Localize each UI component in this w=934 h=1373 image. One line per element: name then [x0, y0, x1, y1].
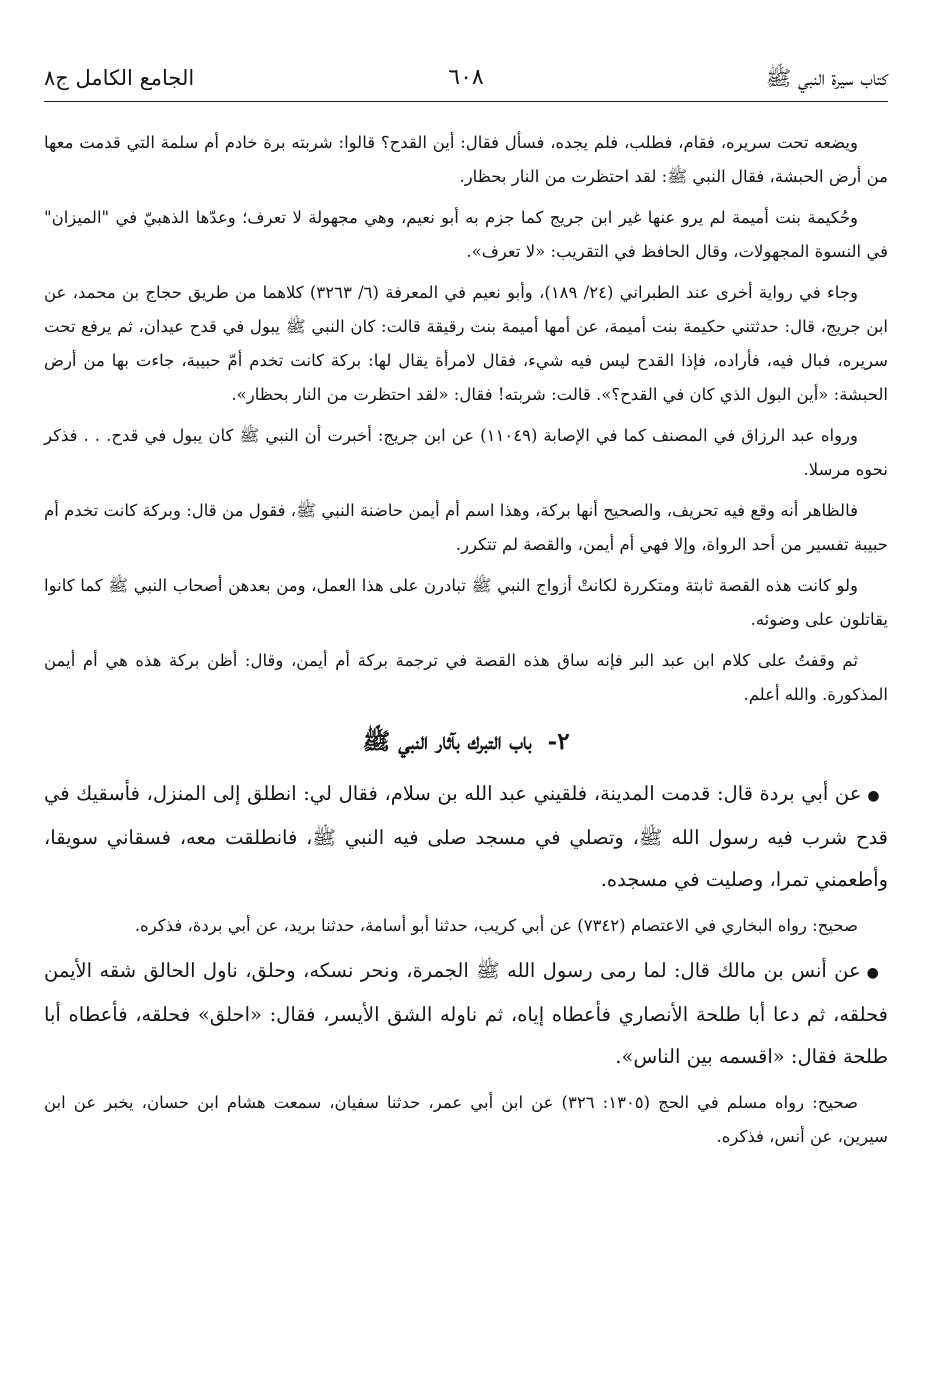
- chapter-number: ٢-: [547, 728, 570, 755]
- running-header: [44, 64, 888, 104]
- page-body: [44, 126, 888, 1161]
- book-title: كتاب سيرة النبي ﷺ: [765, 66, 888, 90]
- footnote-paragraph: ويضعه تحت سريره، فقام، فطلب، فلم يجده، فسأل فقال: أين القدح؟ قالوا: شربته برة خادم أم سلمة التي قدمت معها من أرض الحبشة، فقال النبي ﷺ: لقد احتظرت من النار بحظار.: [44, 133, 888, 186]
- hadith-body: عن أبي بردة قال: قدمت المدينة، فلقيني عبد الله بن سلام، فقال لي: انطلق إلى المنزل، فأسقيك في قدح شرب فيه رسول الله ﷺ، وتصلي في مسجد صلى فيه النبي ﷺ، فانطلقت معه، فسقاني سويقا، وأطعمني تمرا، وصليت في مسجده.: [44, 782, 888, 891]
- hadith-grading-note: صحيح: رواه البخاري في الاعتصام (٧٣٤٢) عن أبي كريب، حدثنا أبو أسامة، حدثنا بريد، عن أبي بردة، فذكره.: [134, 916, 858, 935]
- footnote-paragraph: ثم وقفتُ على كلام ابن عبد البر فإنه ساق هذه القصة في ترجمة بركة أم أيمن، وقال: أظن بركة هذه هي أم أيمن المذكورة. والله أعلم.: [44, 651, 888, 704]
- hadith-body: عن أنس بن مالك قال: لما رمى رسول الله ﷺ الجمرة، ونحر نسكه، وحلق، ناول الحالق شقه الأيمن فحلقه، ثم دعا أبا طلحة الأنصاري فأعطاه إياه، ثم ناوله الشق الأيسر، فقال: «احلق» فحلقه، فأعطاه أبا طلحة فقال: «اقسمه بين الناس».: [44, 959, 888, 1068]
- footnote-paragraph: وجاء في رواية أخرى عند الطبراني (٢٤/ ١٨٩)، وأبو نعيم في المعرفة (٦/ ٣٢٦٣) كلاهما من طريق حجاج بن محمد، عن ابن جريج، قال: حدثتني حكيمة بنت أميمة، عن أمها أميمة بنت رقيقة قالت: كان النبي ﷺ يبول في قدح عيدان، ثم يرفع تحت سريره، فبال فيه، فأراده، فإذا القدح ليس فيه شيء، فقال لامرأة يقال لها: بركة كانت تخدم أمّ حبيبة، جاءت بها من أرض الحبشة: «أين البول الذي كان في القدح؟». قالت: شربته! فقال: «لقد احتظرت من النار بحظار».: [44, 283, 888, 404]
- chapter-heading: [44, 719, 888, 765]
- hadith-text: [44, 950, 888, 1078]
- header-rule: [44, 101, 888, 102]
- footnote-paragraph: ولو كانت هذه القصة ثابتة ومتكررة لكانتْ أزواج النبي ﷺ تبادرن على هذا العمل، ومن بعدهن أصحاب النبي ﷺ كما كانوا يقاتلون على وضوئه.: [44, 576, 888, 629]
- bullet-icon: ●: [867, 788, 880, 804]
- volume-label: الجامع الكامل ج٨: [44, 66, 195, 90]
- page-number: ٦٠٨: [448, 65, 484, 90]
- footnote-paragraph: ورواه عبد الرزاق في المصنف كما في الإصابة (١١٠٤٩) عن ابن جريج: أخبرت أن النبي ﷺ كان يبول في قدح. . . فذكر نحوه مرسلا.: [44, 426, 888, 479]
- chapter-title: باب التبرك بآثار النبي ﷺ: [362, 728, 532, 755]
- bullet-icon: ●: [866, 965, 880, 981]
- footnote-paragraph: وحُكيمة بنت أميمة لم يرو عنها غير ابن جريج كما جزم به أبو نعيم، وهي مجهولة لا تعرف؛ وعدّها الذهبيّ في "الميزان" في النسوة المجهولات، وقال الحافظ في التقريب: «لا تعرف».: [44, 208, 888, 261]
- book-page: [44, 0, 888, 1373]
- footnote-paragraph: فالظاهر أنه وقع فيه تحريف، والصحيح أنها بركة، وهذا اسم أم أيمن حاضنة النبي ﷺ، فقول من قال: وبركة كانت تخدم أم حبيبة تفسير من أحد الرواة، وإلا فهي أم أيمن، والقصة لم تتكرر.: [44, 501, 888, 554]
- hadith-grading-note: صحيح: رواه مسلم في الحج (١٣٠٥: ٣٢٦) عن ابن أبي عمر، حدثنا سفيان، سمعت هشام ابن حسان، يخبر عن ابن سيرين، عن أنس، فذكره.: [44, 1093, 888, 1146]
- hadith-text: [44, 773, 888, 901]
